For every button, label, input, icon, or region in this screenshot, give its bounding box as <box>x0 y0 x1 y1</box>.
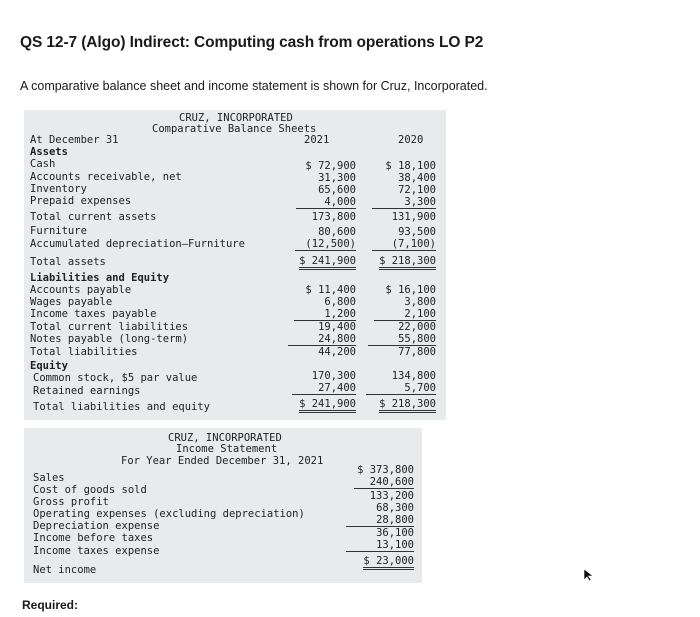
bs-row-2021: 24,800 <box>288 333 356 346</box>
is-company: CRUZ, INCORPORATED <box>168 432 282 444</box>
bs-row-label: Total current liabilities <box>30 321 189 333</box>
balance-sheet-panel <box>24 110 446 420</box>
bs-row-2021: 19,400 <box>318 321 356 333</box>
bs-row-2021: 4,000 <box>296 196 356 209</box>
is-statement: Income Statement <box>176 443 278 455</box>
bs-statement: Comparative Balance Sheets <box>152 123 317 135</box>
bs-equity-heading: Equity <box>30 360 68 372</box>
bs-row-label: Furniture <box>30 225 87 237</box>
bs-col-2020: 2020 <box>398 134 424 146</box>
bs-row-label: Cash <box>30 158 56 170</box>
bs-row-label: Inventory <box>30 183 87 195</box>
bs-row-2021: 65,600 <box>318 184 356 196</box>
is-row-label: Income taxes expense <box>33 545 160 557</box>
required-label: Required: <box>22 598 79 612</box>
is-row-value: 13,100 <box>346 539 414 552</box>
is-row-value: $ 373,800 <box>357 464 414 476</box>
bs-row-2021: 6,800 <box>324 296 356 308</box>
bs-row-label: Accounts receivable, net <box>30 171 182 183</box>
is-row-value: 36,100 <box>376 527 414 539</box>
is-row-value: 240,600 <box>354 476 414 489</box>
bs-row-2021: 173,800 <box>311 211 356 223</box>
bs-row-2021: 1,200 <box>294 308 356 321</box>
bs-row-2020: (7,100) <box>372 238 436 251</box>
bs-row-label: Notes payable (long-term) <box>30 333 189 345</box>
intro-text: A comparative balance sheet and income statement is shown for Cruz, Incorporated. <box>20 79 488 93</box>
mouse-pointer-icon <box>583 568 595 582</box>
bs-row-2021: 170,300 <box>311 370 356 382</box>
is-row-label: Net income <box>33 564 97 576</box>
bs-row-2021: $ 11,400 <box>305 284 356 296</box>
bs-row-2020: $ 218,300 <box>379 255 436 270</box>
is-row-label: Operating expenses (excluding depreciation) <box>33 508 305 520</box>
bs-date-label: At December 31 <box>30 134 119 146</box>
is-row-value: $ 23,000 <box>363 555 414 570</box>
bs-row-2021: $ 241,900 <box>299 398 356 413</box>
bs-row-2020: 131,900 <box>391 211 436 223</box>
bs-row-label: Common stock, $5 par value <box>33 372 198 384</box>
bs-row-2020: 72,100 <box>398 184 436 196</box>
bs-row-label: Total assets <box>30 256 106 268</box>
bs-row-2020: 38,400 <box>398 172 436 184</box>
bs-row-label: Retained earnings <box>33 385 141 397</box>
bs-row-2020: 5,700 <box>366 382 436 395</box>
is-row-value: 28,800 <box>346 514 414 527</box>
is-row-label: Gross profit <box>33 496 109 508</box>
bs-row-2020: $ 218,300 <box>379 398 436 413</box>
is-period: For Year Ended December 31, 2021 <box>121 455 324 467</box>
income-statement-panel <box>24 428 422 583</box>
bs-row-2021: (12,500) <box>295 238 356 251</box>
bs-row-2020: 134,800 <box>391 370 436 382</box>
bs-row-label: Income taxes payable <box>30 308 157 320</box>
bs-row-2020: 3,300 <box>372 196 436 209</box>
bs-row-label: Wages payable <box>30 296 113 308</box>
bs-row-label: Total liabilities <box>30 346 138 358</box>
bs-row-2020: 22,000 <box>398 321 436 333</box>
bs-row-2020: 77,800 <box>398 346 436 358</box>
is-row-label: Cost of goods sold <box>33 484 147 496</box>
bs-row-2021: 27,400 <box>292 382 356 395</box>
is-row-value: 68,300 <box>376 502 414 514</box>
bs-row-2020: $ 16,100 <box>385 284 436 296</box>
page-title: QS 12-7 (Algo) Indirect: Computing cash from operations LO P2 <box>20 34 484 51</box>
bs-row-label: Total liabilities and equity <box>33 401 211 413</box>
bs-row-label: Accumulated depreciation—Furniture <box>30 238 245 250</box>
bs-row-label: Accounts payable <box>30 284 132 296</box>
bs-row-2020: 3,800 <box>404 296 436 308</box>
is-row-value: 133,200 <box>369 490 414 502</box>
bs-row-2021: 80,600 <box>318 226 356 238</box>
bs-row-label: Prepaid expenses <box>30 195 132 207</box>
is-row-label: Depreciation expense <box>33 520 160 532</box>
bs-row-2021: $ 72,900 <box>305 160 356 172</box>
is-row-label: Income before taxes <box>33 532 154 544</box>
bs-company: CRUZ, INCORPORATED <box>179 112 293 124</box>
bs-row-2020: 93,500 <box>398 226 436 238</box>
bs-col-2021: 2021 <box>304 134 330 146</box>
bs-row-2021: 31,300 <box>318 172 356 184</box>
bs-assets-heading: Assets <box>30 146 68 158</box>
bs-row-2021: $ 241,900 <box>299 255 356 270</box>
is-row-label: Sales <box>33 472 65 484</box>
bs-liab-heading: Liabilities and Equity <box>30 272 170 284</box>
bs-row-2020: 55,800 <box>368 333 436 346</box>
bs-row-2021: 44,200 <box>318 346 356 358</box>
bs-row-2020: 2,100 <box>374 308 436 321</box>
bs-row-2020: $ 18,100 <box>385 160 436 172</box>
bs-row-label: Total current assets <box>30 211 157 223</box>
